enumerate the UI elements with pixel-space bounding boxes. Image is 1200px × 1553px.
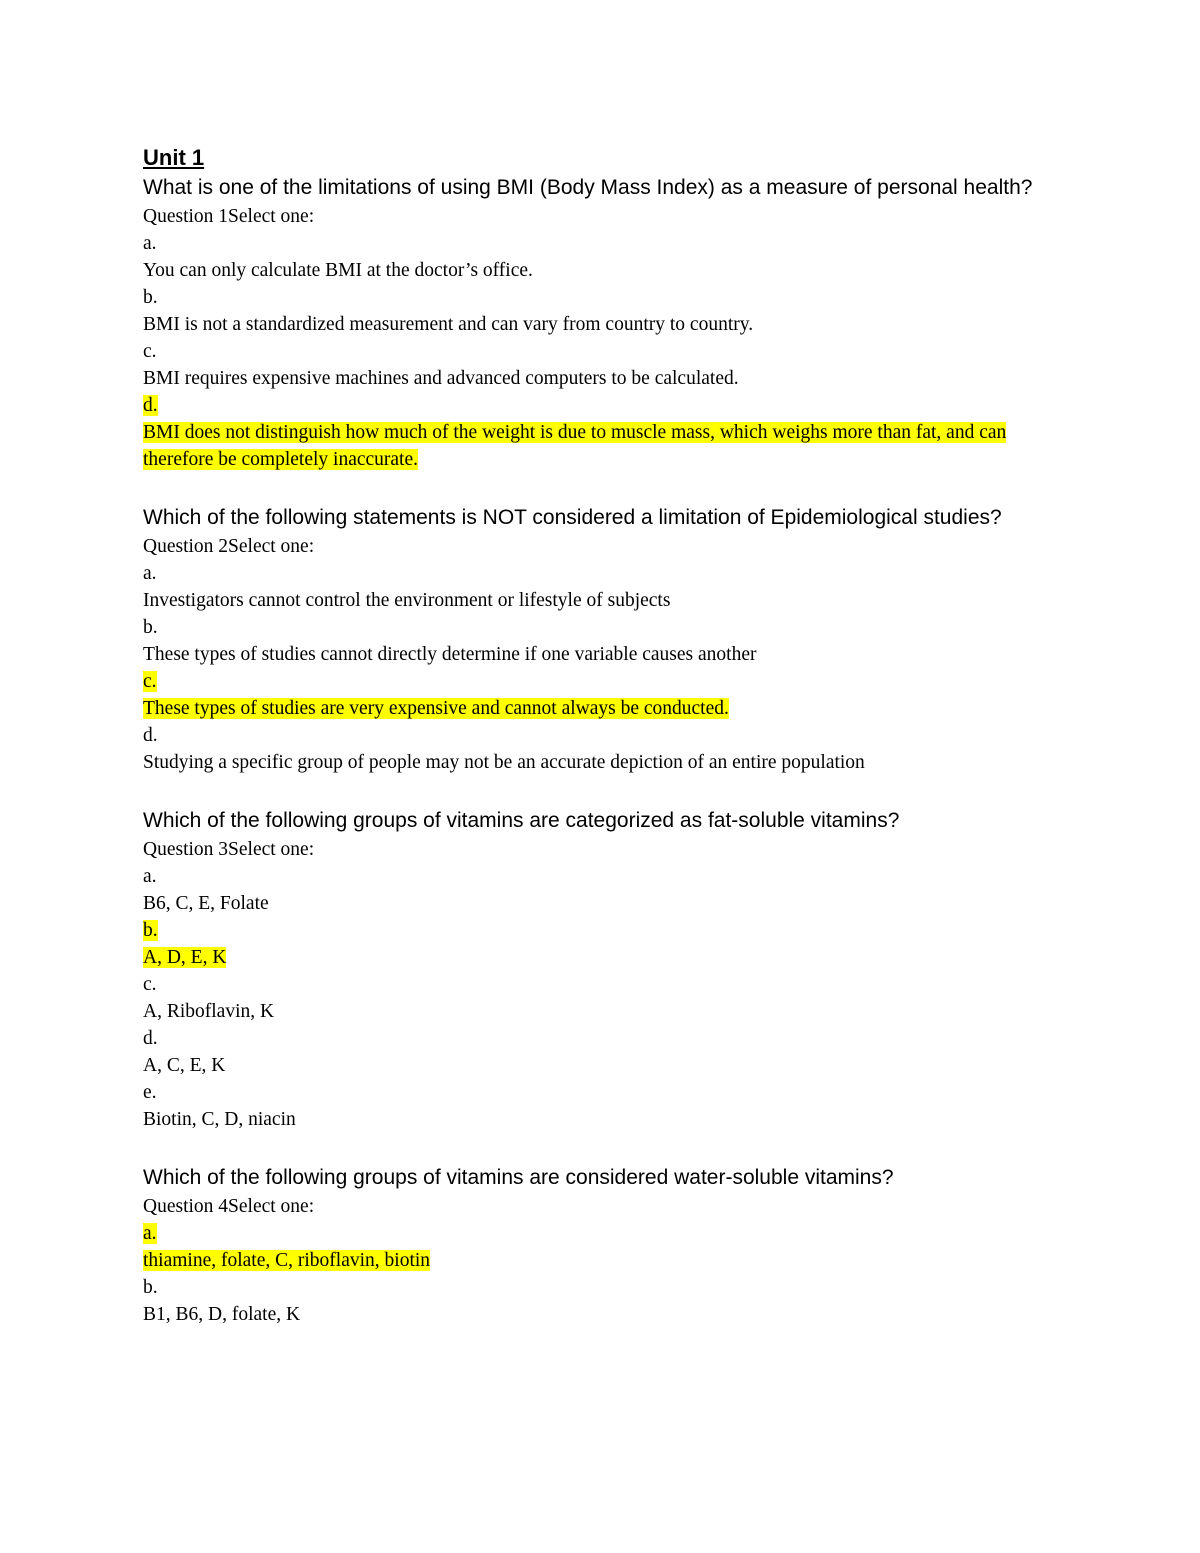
- highlighted-option-letter: a.: [143, 1223, 157, 1244]
- answer-text: These types of studies cannot directly determine if one variable causes another: [143, 644, 757, 665]
- option-text: [143, 257, 1058, 284]
- option-letter: [143, 560, 1058, 587]
- option-letter: [143, 863, 1058, 890]
- option-letter-text: a.: [143, 563, 157, 584]
- question-block: [143, 1163, 1058, 1328]
- option-text: [143, 1247, 1058, 1274]
- option-text: [143, 998, 1058, 1025]
- option-text: [143, 365, 1058, 392]
- answer-text: B6, C, E, Folate: [143, 893, 269, 914]
- option-letter-text: d.: [143, 725, 158, 746]
- document-page: [143, 143, 1058, 1328]
- option-text: [143, 1052, 1058, 1079]
- option-letter-text: b.: [143, 1277, 158, 1298]
- answer-text: You can only calculate BMI at the doctor’s office.: [143, 260, 533, 281]
- answer-text: A, Riboflavin, K: [143, 1001, 275, 1022]
- option-text: [143, 641, 1058, 668]
- option-letter: [143, 1220, 1058, 1247]
- question-text: Which of the following statements is NOT considered a limitation of Epidemiological studies?: [143, 506, 1002, 529]
- question-block: [143, 806, 1058, 1133]
- option-text: [143, 1301, 1058, 1328]
- answer-text: BMI requires expensive machines and advanced computers to be calculated.: [143, 368, 739, 389]
- option-text: [143, 890, 1058, 917]
- option-letter: [143, 284, 1058, 311]
- option-letter: [143, 392, 1058, 419]
- option-text: [143, 695, 1058, 722]
- option-text: [143, 944, 1058, 971]
- answer-text: B1, B6, D, folate, K: [143, 1304, 301, 1325]
- option-letter: [143, 668, 1058, 695]
- highlighted-option-letter: c.: [143, 671, 157, 692]
- option-letter-text: c.: [143, 974, 157, 995]
- option-letter: [143, 338, 1058, 365]
- question-block: [143, 503, 1058, 776]
- question-label: Question 3Select one:: [143, 839, 315, 860]
- highlighted-answer: A, D, E, K: [143, 947, 227, 968]
- question-text: Which of the following groups of vitamins are considered water-soluble vitamins?: [143, 1166, 894, 1189]
- option-text: [143, 749, 1058, 776]
- highlighted-answer: thiamine, folate, C, riboflavin, biotin: [143, 1250, 431, 1271]
- question-label: Question 2Select one:: [143, 536, 315, 557]
- highlighted-answer: These types of studies are very expensive and cannot always be conducted.: [143, 698, 729, 719]
- answer-text: Biotin, C, D, niacin: [143, 1109, 296, 1130]
- option-letter: [143, 1274, 1058, 1301]
- option-letter-text: d.: [143, 1028, 158, 1049]
- answer-text: Investigators cannot control the environment or lifestyle of subjects: [143, 590, 671, 611]
- question-list: [143, 173, 1058, 1328]
- question-text: Which of the following groups of vitamins are categorized as fat-soluble vitamins?: [143, 809, 900, 832]
- unit-title: Unit 1: [143, 145, 205, 170]
- option-letter-text: c.: [143, 341, 157, 362]
- answer-text: Studying a specific group of people may not be an accurate depiction of an entire population: [143, 752, 865, 773]
- option-letter: [143, 722, 1058, 749]
- answer-text: BMI is not a standardized measurement and can vary from country to country.: [143, 314, 754, 335]
- question-block: [143, 173, 1058, 473]
- option-text: [143, 1106, 1058, 1133]
- option-letter-text: b.: [143, 287, 158, 308]
- question-label: Question 4Select one:: [143, 1196, 315, 1217]
- option-letter-text: a.: [143, 866, 157, 887]
- option-letter: [143, 917, 1058, 944]
- option-text: [143, 311, 1058, 338]
- option-letter-text: a.: [143, 233, 157, 254]
- highlighted-answer: BMI does not distinguish how much of the weight is due to muscle mass, which weighs more than fat, and can therefore be completely inaccurate.: [143, 422, 1007, 470]
- option-letter: [143, 1025, 1058, 1052]
- option-letter: [143, 1079, 1058, 1106]
- option-text: [143, 419, 1058, 473]
- option-letter: [143, 614, 1058, 641]
- option-letter: [143, 971, 1058, 998]
- answer-text: A, C, E, K: [143, 1055, 226, 1076]
- option-letter-text: e.: [143, 1082, 157, 1103]
- question-text: What is one of the limitations of using BMI (Body Mass Index) as a measure of personal health?: [143, 176, 1033, 199]
- option-letter-text: b.: [143, 617, 158, 638]
- highlighted-option-letter: d.: [143, 395, 158, 416]
- highlighted-option-letter: b.: [143, 920, 158, 941]
- option-text: [143, 587, 1058, 614]
- question-label: Question 1Select one:: [143, 206, 315, 227]
- option-letter: [143, 230, 1058, 257]
